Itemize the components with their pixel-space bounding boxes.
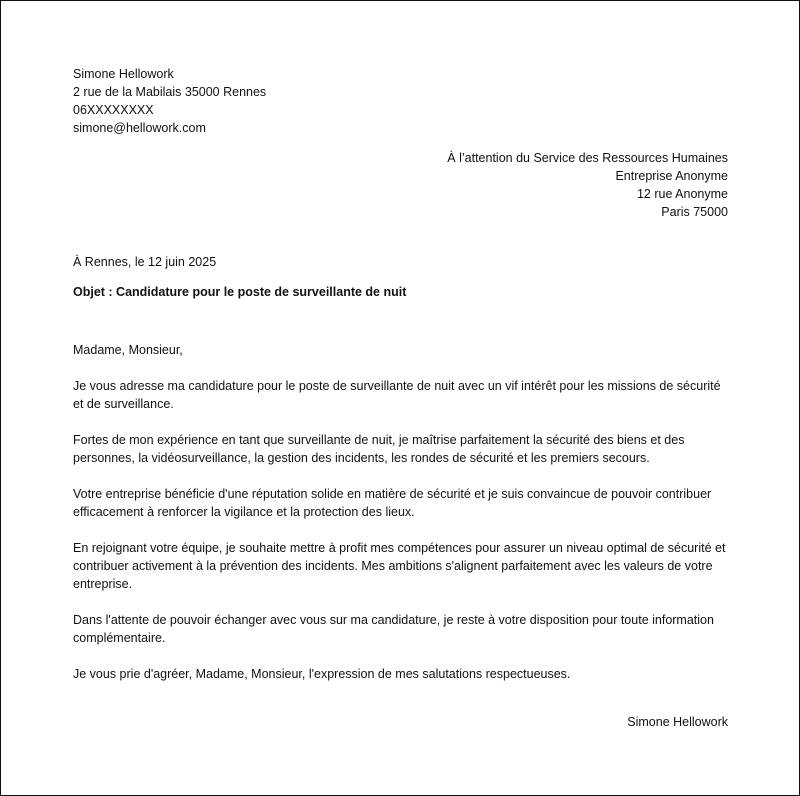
recipient-street: 12 rue Anonyme bbox=[636, 187, 728, 201]
letter-date: À Rennes, le 12 juin 2025 bbox=[73, 255, 217, 269]
body-paragraph: Je vous adresse ma candidature pour le poste de surveillante de nuit avec un vif intérêt pour les missions de sécurité et de surveillance. bbox=[73, 379, 721, 411]
body-paragraph: Votre entreprise bénéficie d'une réputation solide en matière de sécurité et je suis convaincue de pouvoir contribuer efficacement à renforcer la vigilance et la protection des lieux. bbox=[73, 487, 712, 519]
sender-email: simone@hellowork.com bbox=[73, 121, 206, 135]
salutation: Madame, Monsieur, bbox=[73, 343, 183, 357]
body-paragraph: En rejoignant votre équipe, je souhaite mettre à profit mes compétences pour assurer un niveau optimal de sécurité et contribuer activement à la prévention des incidents. Mes ambitions s'alignent parfaitement avec les valeurs de votre entreprise. bbox=[73, 541, 726, 591]
sender-phone: 06XXXXXXXX bbox=[73, 103, 154, 117]
body-paragraph: Fortes de mon expérience en tant que surveillante de nuit, je maîtrise parfaitement la sécurité des biens et des personnes, la vidéosurveillance, la gestion des incidents, les rondes de sécurité et les premiers secours. bbox=[73, 433, 685, 465]
sender-address: 2 rue de la Mabilais 35000 Rennes bbox=[73, 85, 267, 99]
closing-paragraph: Je vous prie d'agréer, Madame, Monsieur, l'expression de mes salutations respectueuses. bbox=[73, 667, 571, 681]
recipient-block bbox=[447, 149, 728, 221]
letter-body bbox=[73, 341, 733, 701]
letter-subject: Objet : Candidature pour le poste de surveillante de nuit bbox=[73, 285, 407, 299]
signature: Simone Hellowork bbox=[627, 715, 728, 729]
recipient-company: Entreprise Anonyme bbox=[615, 169, 728, 183]
sender-name: Simone Hellowork bbox=[73, 67, 174, 81]
sender-block bbox=[73, 65, 266, 137]
recipient-city: Paris 75000 bbox=[661, 205, 728, 219]
body-paragraph: Dans l'attente de pouvoir échanger avec vous sur ma candidature, je reste à votre disposition pour toute information complémentaire. bbox=[73, 613, 714, 645]
recipient-attention: À l’attention du Service des Ressources Humaines bbox=[447, 151, 728, 165]
